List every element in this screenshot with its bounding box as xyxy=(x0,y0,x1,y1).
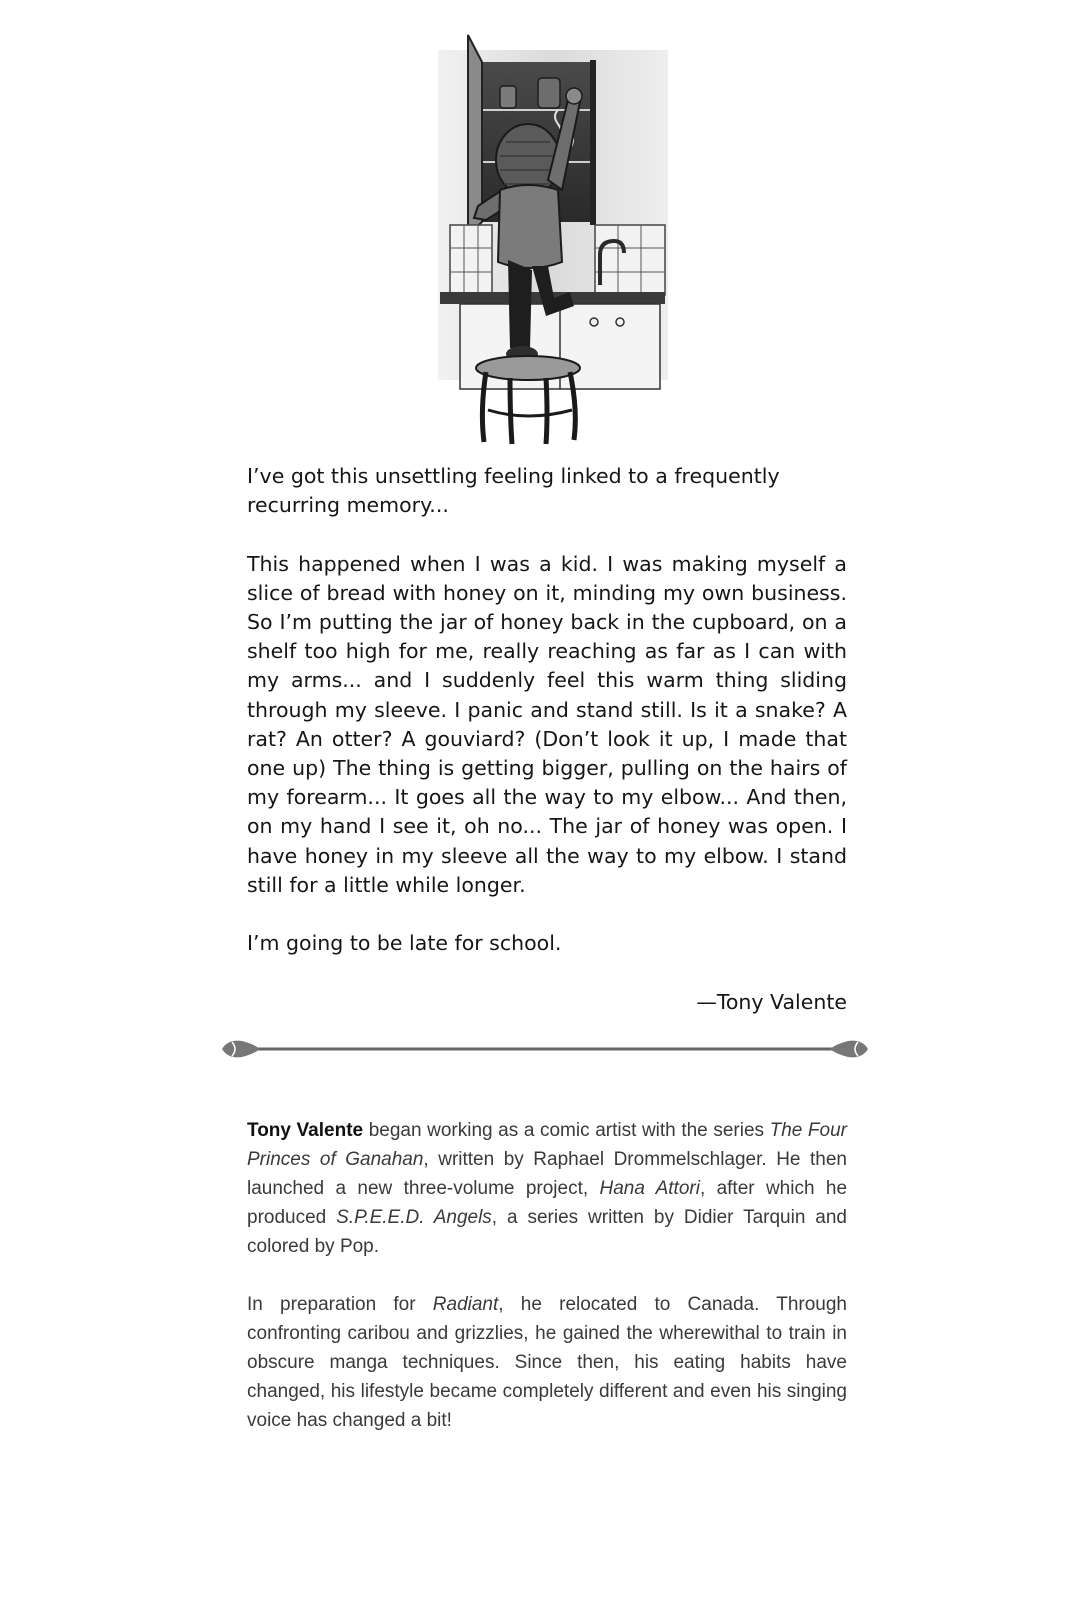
essay-paragraph: I’m going to be late for school. xyxy=(247,931,562,956)
series-title: Hana Attori xyxy=(599,1178,700,1199)
bio-text: began working as a comic artist with the series xyxy=(363,1120,770,1141)
essay-paragraph: This happened when I was a kid. I was making myself a slice of bread with honey on it, minding my own business. So I’m putting the jar of honey back in the cupboard, on a shelf too high for me, really reaching as far as I can with my arms... and I suddenly feel this warm thing sliding through my sleeve. I panic and stand still. Is it a snake? A rat? An otter? A gouviard? (Don’t look it up, I made that one up) The thing is getting bigger, pulling on the hairs of my forearm... It goes all the way to my elbow... And then, on my hand I see it, oh no... The jar of honey was open. I have honey in my sleeve all the way to my elbow. I stand still for a little while longer. xyxy=(247,551,847,897)
essay-paragraph: I’ve got this unsettling feeling linked to a frequently recurring memory... xyxy=(247,464,780,518)
bio-paragraph xyxy=(247,1116,847,1261)
bio-paragraph xyxy=(247,1290,847,1435)
author-bio xyxy=(247,1116,847,1464)
series-title: Radiant xyxy=(432,1294,499,1315)
author-signature: —Tony Valente xyxy=(696,989,847,1014)
author-name: Tony Valente xyxy=(247,1120,364,1141)
ornamental-divider-icon xyxy=(220,1036,870,1062)
essay-text xyxy=(247,462,847,1046)
kid-on-stool-reaching-cupboard-icon xyxy=(430,30,675,450)
bio-text: , a series written by Didier Tarquin and colored by Pop. xyxy=(247,1207,847,1257)
bio-text: In preparation for xyxy=(247,1294,433,1315)
bio-text: , he relocated to Canada. Through confronting caribou and grizzlies, he gained the wherewithal to train in obscure manga techniques. Since then, his eating habits have changed, his lifestyle became completely different and even his singing voice has changed a bit! xyxy=(247,1294,848,1431)
bio-text: , after which he produced xyxy=(247,1178,848,1228)
series-title: S.P.E.E.D. Angels xyxy=(336,1207,492,1228)
bio-text: , written by Raphael Drommelschlager. He then launched a new three-volume project, xyxy=(247,1149,847,1199)
series-title: The Four Princes of Ganahan xyxy=(247,1120,847,1170)
